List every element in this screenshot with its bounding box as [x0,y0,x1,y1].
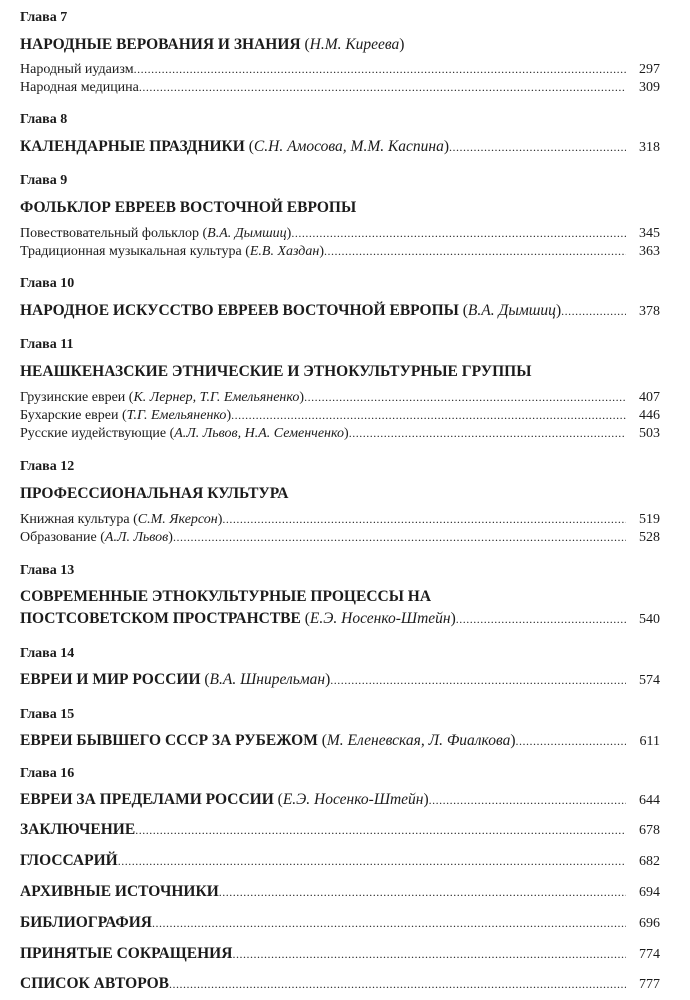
entry-title: Бухарские евреи [20,408,119,423]
chapter-7-title[interactable]: НАРОДНЫЕ ВЕРОВАНИЯ И ЗНАНИЯ (Н.М. Киреева) [20,36,405,53]
entry-title: Народная медицина [20,80,139,95]
dot-leader [231,406,626,424]
toc-entry[interactable]: Бухарские евреи (Т.Г. Емельяненко) ..... 446 [20,406,660,425]
page-number: 540 [639,612,660,627]
page-number: 777 [639,977,660,992]
chapter-author: М. Еленевская, Л. Фиалкова [326,732,511,749]
chapter-title-text: НАРОДНЫЕ ВЕРОВАНИЯ И ЗНАНИЯ [20,36,301,53]
back-matter-authors[interactable] [20,974,660,995]
chapter-title-text: КАЛЕНДАРНЫЕ ПРАЗДНИКИ [20,138,245,155]
chapter-author: Н.М. Киреева [309,36,400,53]
page-number: 682 [639,854,660,869]
chapter-13-entry[interactable]: ПОСТСОВЕТСКОМ ПРОСТРАНСТВЕ (Е.Э. Носенко-Штейн) ..... 540 [20,609,660,630]
page-number: 407 [639,390,660,405]
dot-leader [449,137,626,157]
page-number: 363 [639,244,660,259]
dot-leader [291,224,626,242]
entry-title: Книжная культура [20,512,130,527]
chapter-15-label: Глава 15 [20,707,75,722]
entry-author: В.А. Дымшиц [207,226,287,241]
entry-title: Образование [20,530,97,545]
dot-leader [152,913,626,933]
chapter-10-label: Глава 10 [20,276,75,291]
dot-leader [330,670,626,690]
toc-entry[interactable] [20,60,660,79]
chapter-author: В.А. Шнирельман [209,671,326,688]
page-number: 611 [639,734,660,749]
dot-leader [324,242,626,260]
toc-entry[interactable]: Традиционная музыкальная культура (Е.В. Хаздан) ..... 363 [20,242,660,261]
toc-entry[interactable]: Образование (А.Л. Львов) ..... 528 [20,528,660,547]
page-number: 297 [639,62,660,77]
entry-author: Е.В. Хаздан [249,244,320,259]
chapter-11-label: Глава 11 [20,337,74,352]
dot-leader [134,60,626,78]
toc-entry[interactable] [20,78,660,97]
back-matter-conclusion[interactable] [20,820,660,841]
chapter-author: В.А. Дымшиц [467,302,556,319]
entry-author: Т.Г. Емельяненко [126,408,227,423]
dot-leader [169,974,626,994]
dot-leader [516,731,626,751]
chapter-title-text: НАРОДНОЕ ИСКУССТВО ЕВРЕЕВ ВОСТОЧНОЙ ЕВРОПЫ [20,302,459,319]
toc-entry[interactable]: Русские иудействующие (А.Л. Львов, Н.А. Семенченко) ..... 503 [20,424,660,443]
chapter-11-title[interactable]: НЕАШКЕНАЗСКИЕ ЭТНИЧЕСКИЕ И ЭТНОКУЛЬТУРНЫЕ ГРУППЫ [20,363,532,380]
dot-leader [561,301,626,321]
dot-leader [456,609,626,629]
chapter-13-label: Глава 13 [20,563,75,578]
chapter-16-label: Глава 16 [20,766,75,781]
back-matter-glossary[interactable] [20,851,660,872]
dot-leader [118,851,626,871]
entry-title: ПРИНЯТЫЕ СОКРАЩЕНИЯ [20,945,233,962]
dot-leader [232,944,626,964]
chapter-15-entry[interactable]: ЕВРЕИ БЫВШЕГО СССР ЗА РУБЕЖОМ (М. Еленевская, Л. Фиалкова) ..... 611 [20,731,660,752]
chapter-8-entry[interactable]: КАЛЕНДАРНЫЕ ПРАЗДНИКИ (С.Н. Амосова, М.М. Каспина) ..... 318 [20,137,660,158]
page-number: 574 [639,673,660,688]
chapter-7-label: Глава 7 [20,10,68,25]
toc-entry[interactable]: Книжная культура (С.М. Якерсон) ..... 519 [20,510,660,529]
page-number: 345 [639,226,660,241]
page-number: 378 [639,304,660,319]
dot-leader [135,820,626,840]
toc-entry[interactable]: Грузинские евреи (К. Лернер, Т.Г. Емельяненко) ..... 407 [20,388,660,407]
page-number: 503 [639,426,660,441]
chapter-title-text: ПОСТСОВЕТСКОМ ПРОСТРАНСТВЕ [20,610,301,627]
dot-leader [304,388,626,406]
entry-author: К. Лернер, Т.Г. Емельяненко [133,390,300,405]
chapter-9-title[interactable]: ФОЛЬКЛОР ЕВРЕЕВ ВОСТОЧНОЙ ЕВРОПЫ [20,199,357,216]
dot-leader [429,790,626,810]
chapter-14-entry[interactable]: ЕВРЕИ И МИР РОССИИ (В.А. Шнирельман) ..... 574 [20,670,660,691]
chapter-12-title[interactable]: ПРОФЕССИОНАЛЬНАЯ КУЛЬТУРА [20,485,289,502]
chapter-9-label: Глава 9 [20,173,68,188]
dot-leader [173,528,626,546]
page-number: 644 [639,793,660,808]
back-matter-bibliography[interactable] [20,913,660,934]
entry-author: А.Л. Львов [104,530,169,545]
page-number: 678 [639,823,660,838]
entry-title: Народный иудаизм [20,62,134,77]
dot-leader [219,882,626,902]
chapter-10-entry[interactable]: НАРОДНОЕ ИСКУССТВО ЕВРЕЕВ ВОСТОЧНОЙ ЕВРОПЫ (В.А. Дымшиц) ..... 378 [20,301,660,322]
page-number: 774 [639,947,660,962]
chapter-title-text: ЕВРЕИ И МИР РОССИИ [20,671,201,688]
dot-leader [139,78,626,96]
chapter-author: Е.Э. Носенко-Штейн [282,791,424,808]
dot-leader [222,510,626,528]
page-number: 528 [639,530,660,545]
page-number: 694 [639,885,660,900]
page-number: 318 [639,140,660,155]
toc-entry[interactable]: Повествовательный фольклор (В.А. Дымшиц) ..... 345 [20,224,660,243]
entry-author: С.М. Якерсон [137,512,218,527]
page-number: 309 [639,80,660,95]
entry-title: Грузинские евреи [20,390,126,405]
dot-leader [349,424,626,442]
chapter-author: С.Н. Амосова, М.М. Каспина [253,138,444,155]
entry-title: Русские иудействующие [20,426,167,441]
page-number: 696 [639,916,660,931]
chapter-author: Е.Э. Носенко-Штейн [309,610,451,627]
entry-title: ГЛОССАРИЙ [20,852,118,869]
page-number: 519 [639,512,660,527]
chapter-title-text: ЕВРЕИ ЗА ПРЕДЕЛАМИ РОССИИ [20,791,274,808]
chapter-title-text: ЕВРЕИ БЫВШЕГО СССР ЗА РУБЕЖОМ [20,732,318,749]
chapter-14-label: Глава 14 [20,646,75,661]
entry-title: АРХИВНЫЕ ИСТОЧНИКИ [20,883,219,900]
chapter-13-title-line1[interactable]: СОВРЕМЕННЫЕ ЭТНОКУЛЬТУРНЫЕ ПРОЦЕССЫ НА [20,588,432,605]
page-number: 446 [639,408,660,423]
entry-author: А.Л. Львов, Н.А. Семенченко [174,426,345,441]
entry-title: Повествовательный фольклор [20,226,199,241]
entry-title: БИБЛИОГРАФИЯ [20,914,152,931]
chapter-8-label: Глава 8 [20,112,68,127]
entry-title: Традиционная музыкальная культура [20,244,242,259]
entry-title: СПИСОК АВТОРОВ [20,975,169,992]
chapter-12-label: Глава 12 [20,459,75,474]
back-matter-abbreviations[interactable] [20,944,660,965]
back-matter-archives[interactable] [20,882,660,903]
chapter-16-entry[interactable]: ЕВРЕИ ЗА ПРЕДЕЛАМИ РОССИИ (Е.Э. Носенко-Штейн) ..... 644 [20,790,660,811]
entry-title: ЗАКЛЮЧЕНИЕ [20,821,136,838]
